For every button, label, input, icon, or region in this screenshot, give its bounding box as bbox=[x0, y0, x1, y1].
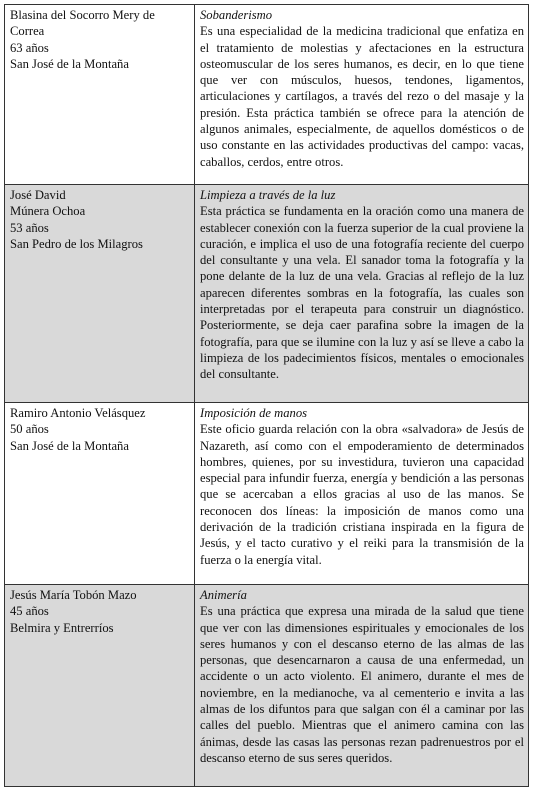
person-cell bbox=[5, 585, 195, 787]
table-row bbox=[5, 585, 529, 787]
practice-description: Este oficio guarda relación con la obra «salvadora» de Jesús de Nazareth, así como con el empoderamiento de determinados hombres, quienes, por su investidura, tuvieron una capacidad especial para infundir fuerza, energía y bendición a las personas que se acercaban a ellos gracias al uso de las manos. Se reconocen dos líneas: la imposición de manos como una derivación de la tradición cristiana inspirada en la figura de Jesús, y el tacto curativo y el reiki para la transmisión de la fuerza o la energía vital. bbox=[200, 422, 524, 567]
practice-cell bbox=[195, 403, 529, 585]
person-cell bbox=[5, 185, 195, 403]
person-name-cont: Correa bbox=[10, 24, 45, 39]
practice-title: Limpieza a través de la luz bbox=[200, 188, 336, 202]
practice-title: Imposición de manos bbox=[200, 406, 308, 420]
person-place: San José de la Montaña bbox=[10, 438, 129, 453]
table-row bbox=[5, 185, 529, 403]
practice-description: Es una práctica que expresa una mirada de la salud que tiene que ver con las dimensiones espirituales y emocionales de los seres humanos y con el descanso eterno de las almas de las personas, que desencarnaron a causa de una enfermedad, un accidente o un acto violento. El animero, durante el mes de noviembre, en la medianoche, va al cementerio e invita a las almas de los difuntos para que salgan con él a caminar por las calles del pueblo. Mientras que el animero camina con las ánimas, desde las casas las personas rezan padrenuestros por el descanso eterno de sus seres queridos. bbox=[200, 604, 524, 765]
person-place: San Pedro de los Milagros bbox=[10, 236, 143, 251]
person-age: 50 años bbox=[10, 422, 49, 437]
person-age: 53 años bbox=[10, 220, 49, 235]
healers-table bbox=[4, 4, 529, 787]
table-row bbox=[5, 403, 529, 585]
person-cell bbox=[5, 403, 195, 585]
person-name: Ramiro Antonio Velásquez bbox=[10, 406, 146, 420]
practice-cell bbox=[195, 5, 529, 185]
person-place: Belmira y Entrerríos bbox=[10, 620, 114, 635]
person-age: 45 años bbox=[10, 604, 49, 619]
person-name: Jesús María Tobón Mazo bbox=[10, 588, 137, 602]
person-cell bbox=[5, 5, 195, 185]
person-name: Blasina del Socorro Mery de bbox=[10, 8, 155, 22]
person-place: San José de la Montaña bbox=[10, 56, 129, 71]
person-age: 63 años bbox=[10, 40, 49, 55]
practice-description: Es una especialidad de la medicina tradicional que enfatiza en el tratamiento de molestias y afectaciones en la estructura osteomuscular de los seres humanos, es decir, en lo que tiene que ver con músculos, huesos, tendones, ligamentos, articulaciones y cartílagos, a través del rezo o del masaje y la presión. Esta práctica también se ofrece para la atención de algunos animales, especialmente, de aquellos domésticos o de uso constante en las actividades productivas del campo: vacas, caballos, cerdos, entre otros. bbox=[200, 24, 524, 169]
practice-title: Animería bbox=[200, 588, 247, 602]
person-name-cont: Múnera Ochoa bbox=[10, 204, 86, 219]
person-name: José David bbox=[10, 188, 66, 202]
practice-cell bbox=[195, 185, 529, 403]
practice-title: Sobanderismo bbox=[200, 8, 273, 22]
table-row bbox=[5, 5, 529, 185]
practice-description: Esta práctica se fundamenta en la oración como una manera de establecer conexión con la fuerza superior de la cual proviene la curación, e implica el uso de una fotografía reciente del cuerpo del consultante y una vela. El sanador toma la fotografía y la pone delante de la luz de una vela. Gracias al reflejo de la luz aparecen diferentes sombras en la fotografía, las cuales son interpretadas por el terapeuta para construir un diagnóstico. Posteriormente, se deja caer parafina sobre la imagen de la fotografía, para que se ilumine con la luz y así se lleve a cabo la limpieza de los padecimientos físicos, mentales o emocionales del consultante. bbox=[200, 204, 524, 382]
practice-cell bbox=[195, 585, 529, 787]
